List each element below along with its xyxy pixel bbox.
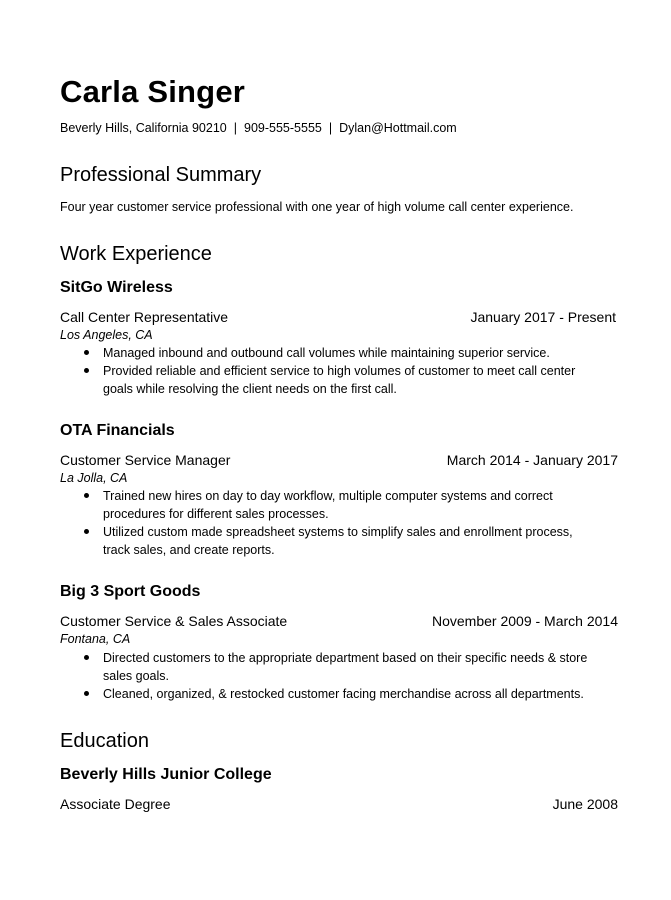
bullet-icon: [84, 691, 89, 696]
contact-location: Beverly Hills, California 90210: [60, 121, 227, 135]
bullet-item: Utilized custom made spreadsheet systems to simplify sales and enrollment process, track sales, and create reports.: [60, 523, 603, 559]
candidate-name: Carla Singer: [60, 74, 246, 109]
job-title-row: [60, 612, 618, 630]
contact-phone: 909-555-5555: [244, 121, 322, 135]
bullet-item: Trained new hires on day to day workflow, multiple computer systems and correct procedures for different sales processes.: [60, 487, 603, 523]
contact-separator: |: [328, 121, 333, 135]
job-dates: November 2009 - March 2014: [432, 613, 618, 629]
job-role: Call Center Representative: [60, 309, 229, 325]
bullet-icon: [84, 493, 89, 498]
job-bullets: [60, 344, 618, 398]
education-degree: Associate Degree: [60, 796, 171, 812]
job-bullets: [60, 487, 618, 559]
job-location: Fontana, CA: [60, 632, 131, 646]
bullet-item: Provided reliable and efficient service to high volumes of customer to meet call center goals while resolving the client needs on the first call.: [60, 362, 603, 398]
experience-heading: Work Experience: [60, 243, 212, 265]
job-company: OTA Financials: [60, 422, 175, 439]
job-role: Customer Service Manager: [60, 452, 231, 468]
contact-email: Dylan@Hottmail.com: [339, 121, 457, 135]
summary-text: Four year customer service professional with one year of high volume call center experience.: [60, 200, 574, 214]
education-date: June 2008: [552, 796, 618, 812]
summary-heading: Professional Summary: [60, 164, 262, 186]
job-company: SitGo Wireless: [60, 279, 173, 296]
bullet-item: Cleaned, organized, & restocked customer facing merchandise across all departments.: [60, 685, 603, 703]
bullet-icon: [84, 529, 89, 534]
job-location: Los Angeles, CA: [60, 328, 153, 342]
bullet-icon: [84, 368, 89, 373]
contact-separator: |: [233, 121, 237, 135]
job-location: La Jolla, CA: [60, 471, 128, 485]
bullet-item: Managed inbound and outbound call volumes while maintaining superior service.: [60, 344, 603, 362]
job-bullets: [60, 649, 618, 703]
bullet-item: Directed customers to the appropriate department based on their specific needs & store sales goals.: [60, 649, 603, 685]
bullet-icon: [84, 655, 89, 660]
job-dates: March 2014 - January 2017: [446, 452, 618, 468]
bullet-icon: [84, 350, 89, 355]
education-school: Beverly Hills Junior College: [60, 766, 272, 783]
job-role: Customer Service & Sales Associate: [60, 613, 288, 629]
job-title-row: [60, 308, 616, 326]
contact-line: [60, 120, 457, 136]
job-company: Big 3 Sport Goods: [60, 583, 201, 600]
job-title-row: [60, 451, 618, 469]
job-dates: January 2017 - Present: [470, 309, 616, 325]
education-degree-row: [60, 795, 618, 813]
education-heading: Education: [60, 730, 149, 752]
